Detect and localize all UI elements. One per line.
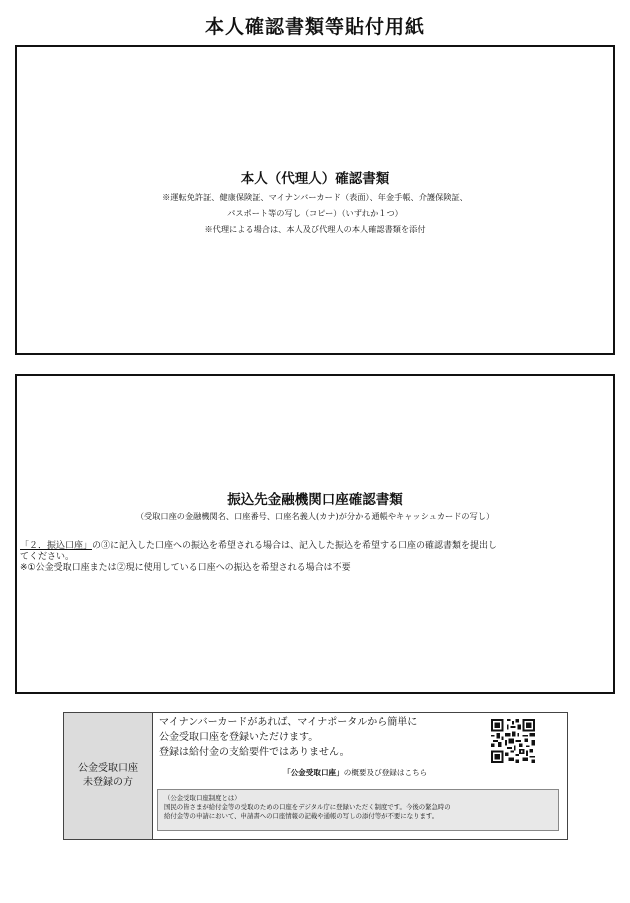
koukin-side-line-2: 未登録の方 — [83, 777, 133, 788]
bank-subtitle: （受取口座の金融機関名、口座番号、口座名義人(カナ)が分かる通帳やキャッシュカードの写し） — [135, 511, 495, 521]
koukin-link[interactable] — [283, 767, 427, 778]
koukin-line-2: 公金受取口座を登録いただけます。 — [159, 732, 319, 743]
koukin-line-1: マイナンバーカードがあれば、マイナポータルから簡単に — [159, 717, 418, 728]
identity-note-2: パスポート等の写し（コピー）（いずれか１つ） — [227, 208, 403, 218]
bank-exemption-note: ※①公金受取口座または②現に使用している口座への振込を希望される場合は不要 — [20, 563, 351, 573]
bank-instruction-cont: てください。 — [20, 552, 75, 562]
koukin-info-line-2: 給付金等の申請において、申請書への口座情報の記載や通帳の写しの添付等が不要になります。 — [164, 812, 439, 820]
koukin-info-title: （公金受取口座制度とは） — [164, 794, 241, 802]
koukin-side-label — [64, 713, 153, 839]
koukin-link-text: の概要及び登録はこちら — [343, 768, 428, 777]
identity-note-1: ※運転免許証、健康保険証、マイナンバーカード（表面）、年金手帳、介護保険証、 — [162, 192, 468, 202]
qr-code-icon[interactable] — [491, 719, 535, 763]
page-title: 本人確認書類等貼付用紙 — [204, 16, 425, 38]
koukin-link-bold: 「公金受取口座」 — [283, 768, 344, 777]
koukin-info-line-1: 国民の皆さまが給付金等の受取のための口座をデジタル庁に登録いただく制度です。今後の緊急時の — [164, 803, 451, 811]
bank-heading: 振込先金融機関口座確認書類 — [227, 492, 403, 508]
koukin-side-line-1: 公金受取口座 — [78, 763, 138, 774]
identity-document-box — [15, 45, 615, 355]
bank-instruction — [20, 541, 612, 574]
identity-note-3: ※代理による場合は、本人及び代理人の本人確認書類を添付 — [204, 224, 426, 234]
bank-account-document-box — [15, 374, 615, 694]
koukin-account-panel — [63, 712, 568, 840]
koukin-main — [153, 713, 567, 839]
koukin-line-3: 登録は給付金の支給要件ではありません。 — [159, 747, 350, 758]
bank-instruction-ref: 「２．振込口座」 — [20, 541, 93, 551]
bank-instruction-text: の③に記入した口座への振込を希望される場合は、記入した振込を希望する口座の確認書類を提出し — [92, 541, 498, 551]
koukin-info-box — [157, 789, 559, 831]
identity-heading: 本人（代理人）確認書類 — [240, 171, 390, 187]
